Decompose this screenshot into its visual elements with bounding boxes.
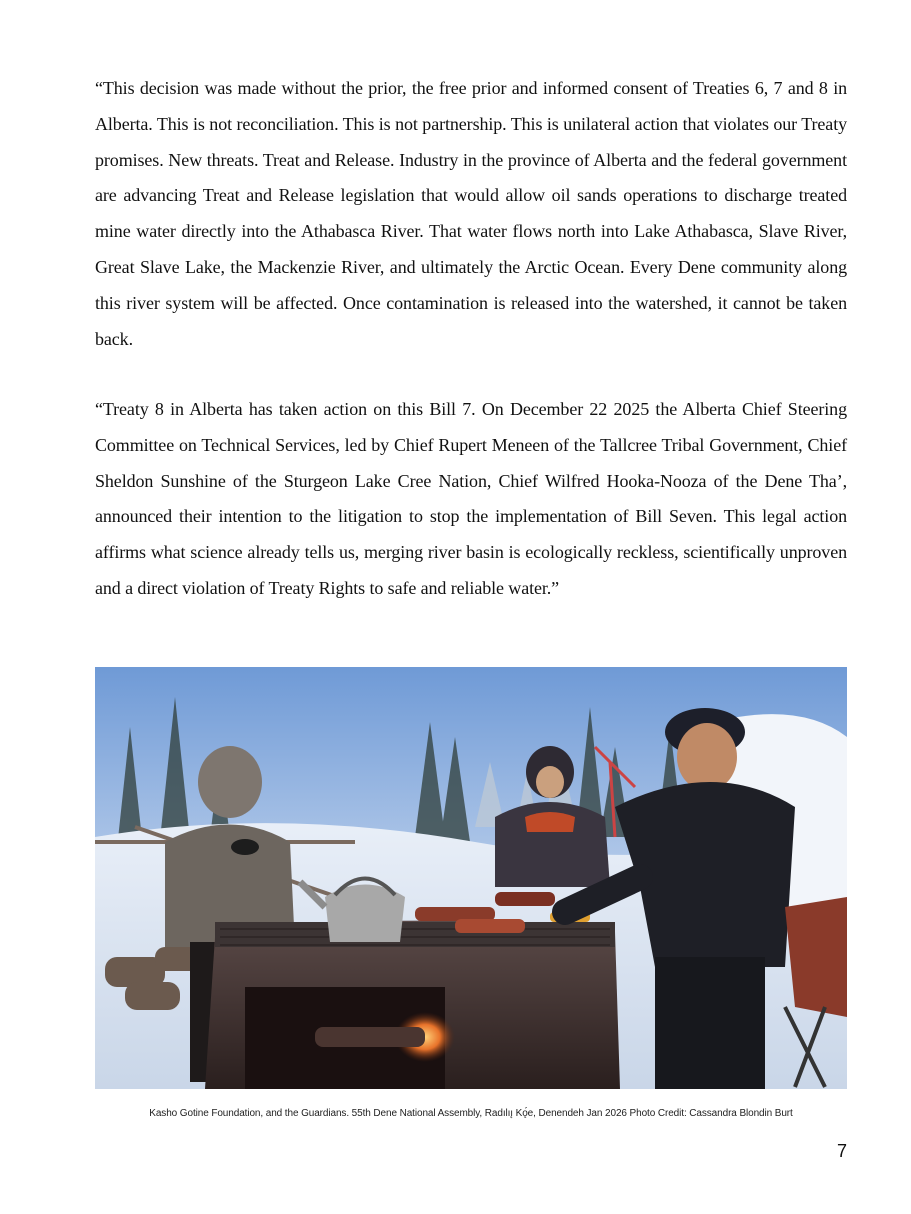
photo-illustration [95, 667, 847, 1089]
photo-caption: Kasho Gotine Foundation, and the Guardians. 55th Dene National Assembly, Radılıı̨ Kǫ́e, Denendeh Jan 2026 Photo Credit: Cassandra Blondin Burt [149, 1108, 793, 1119]
page-number: 7 [836, 1141, 847, 1161]
body-paragraph-1: “This decision was made without the prior, the free prior and informed consent of Treaties 6, 7 and 8 in Alberta. This is not reconciliation. This is not partnership. This is unilateral action that violates our Treaty promises. New threats. Treat and Release. Industry in the province of Alberta and the federal government are advancing Treat and Release legislation that would allow oil sands operations to discharge treated mine water directly into the Athabasca River. That water flows north into Lake Athabasca, Slave River, Great Slave Lake, the Mackenzie River, and ultimately the Arctic Ocean. Every Dene community along this river system will be affected. Once contamination is released into the watershed, it cannot be taken back. [95, 78, 847, 349]
body-paragraph-2: “Treaty 8 in Alberta has taken action on this Bill 7. On December 22 2025 the Alberta Chief Steering Committee on Technical Services, led by Chief Rupert Meneen of the Tallcree Tribal Government, Chief Sheldon Sunshine of the Sturgeon Lake Cree Nation, Chief Wilfred Hooka-Nooza of the Dene Tha’, announced their intention to the litigation to stop the implementation of Bill Seven. This legal action affirms what science already tells us, merging river basin is ecologically reckless, scientifically unproven and a direct violation of Treaty Rights to safe and reliable water.” [95, 399, 847, 598]
photo-outdoor-cooking-fire [95, 667, 847, 1089]
barrel-stove [205, 921, 620, 1089]
